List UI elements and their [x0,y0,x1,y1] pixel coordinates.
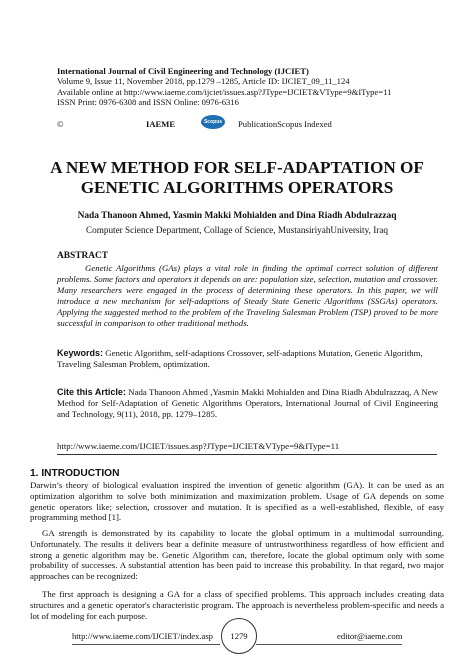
page-number: 1279 [221,618,257,654]
keywords-label: Keywords: [57,348,104,358]
cite-label: Cite this Article: [57,387,126,397]
paragraph-1: Darwin’s theory of biological evaluation inspired the invention of genetic algorithm (GA). It can be used as an optimization algorithm to solve both minimization and maximization problem. Usage of GA depends on some genetic operators like; selection, crossover and mutation. It is specified as a well-established, flexible, of easy programming method [1]. [30,480,444,523]
scopus-logo-icon: Scopus [201,115,225,129]
footer-rule-right [256,644,402,645]
abstract-text: Genetic Algorithms (GAs) plays a vital role in finding the optimal correct solution of different problems. Some factors and operators it depends on are: population size, selection, mutation and crossover. Many researchers were engaged in the process of determining these operators. In this paper, we will introduce a new mechanism for self-adaptions of Steady State Genetic Algorithms (SSGAs) operators. Applying the suggested method to the problem of the Traveling Salesman Problem (TSP) proved to be more successful in comparison to other traditional methods. [57,263,438,328]
indexed-line: PublicationScopus Indexed [238,119,332,129]
copyright-symbol: © [57,119,64,129]
keywords-text: Genetic Algorithm, self-adaptions Crossover, self-adaptions Mutation, Genetic Algorithm, Traveling Salesman Problem, optimization. [57,348,423,369]
authors: Nada Thanoon Ahmed, Yasmin Makki Mohialden and Dina Riadh Abdulrazzaq [77,211,397,221]
section-heading: 1. INTRODUCTION [30,468,120,479]
cite-url-link[interactable]: http://www.iaeme.com/IJCIET/issues.asp?JType=IJCIET&VType=9&IType=11 [57,441,340,451]
divider [57,454,437,455]
abstract-heading: ABSTRACT [57,251,109,261]
journal-header [57,66,437,108]
footer-url-link[interactable]: http://www.iaeme.com/IJCIET/index.asp [72,631,213,641]
paragraph-3: The first approach is designing a GA for a class of specified problems. This approach includes creating data structures and a genetic operator's characteristic program. The approach is nevertheless problem-specific and needs a lot of modeling for each purpose. [30,589,444,621]
paper-title: A NEW METHOD FOR SELF-ADAPTATION OF GENETIC ALGORITHMS OPERATORS [50,158,424,197]
available-online-line[interactable]: Available online at http://www.iaeme.com/ijciet/issues.asp?JType=IJCIET&VType=9&IType=11 [57,86,392,97]
issn-line: ISSN Print: 0976-6308 and ISSN Online: 0976-6316 [57,97,239,108]
keywords [57,348,438,370]
volume-line: Volume 9, Issue 11, November 2018, pp.1279 –1285, Article ID: IJCIET_09_11_124 [57,76,350,87]
paragraph-2: GA strength is demonstrated by its capability to locate the global optimum in a multimodal surrounding. Unfortunately. The results it delivers bear a definite measure of untrustworthiness regardless of how efficient and strong a genetic algorithm may be. Genetic Algorithm can, therefore, locate the global optimum only with some probability of successes. A substantial attention has been paid to increase this probability. In that regard, two major approaches can be recognized: [30,528,444,582]
journal-title: International Journal of Civil Engineering and Technology (IJCIET) [57,66,309,76]
publisher-name: IAEME [146,119,176,129]
footer-rule-left [72,644,220,645]
citation [57,387,438,420]
publisher-row [57,115,437,131]
affiliation: Computer Science Department, Collage of Science, MustansiriyahUniversity, Iraq [86,225,388,235]
cite-text: Nada Thanoon Ahmed ,Yasmin Makki Mohialden and Dina Riadh Abdulrazzaq, A New Method for Self-Adaptation of Genetic Algorithms Operators, International Journal of Civil Engineering and Technology, 9(11), 2018, pp. 1279–1285. [57,387,438,419]
footer-email-link[interactable]: editor@iaeme.com [337,631,403,641]
